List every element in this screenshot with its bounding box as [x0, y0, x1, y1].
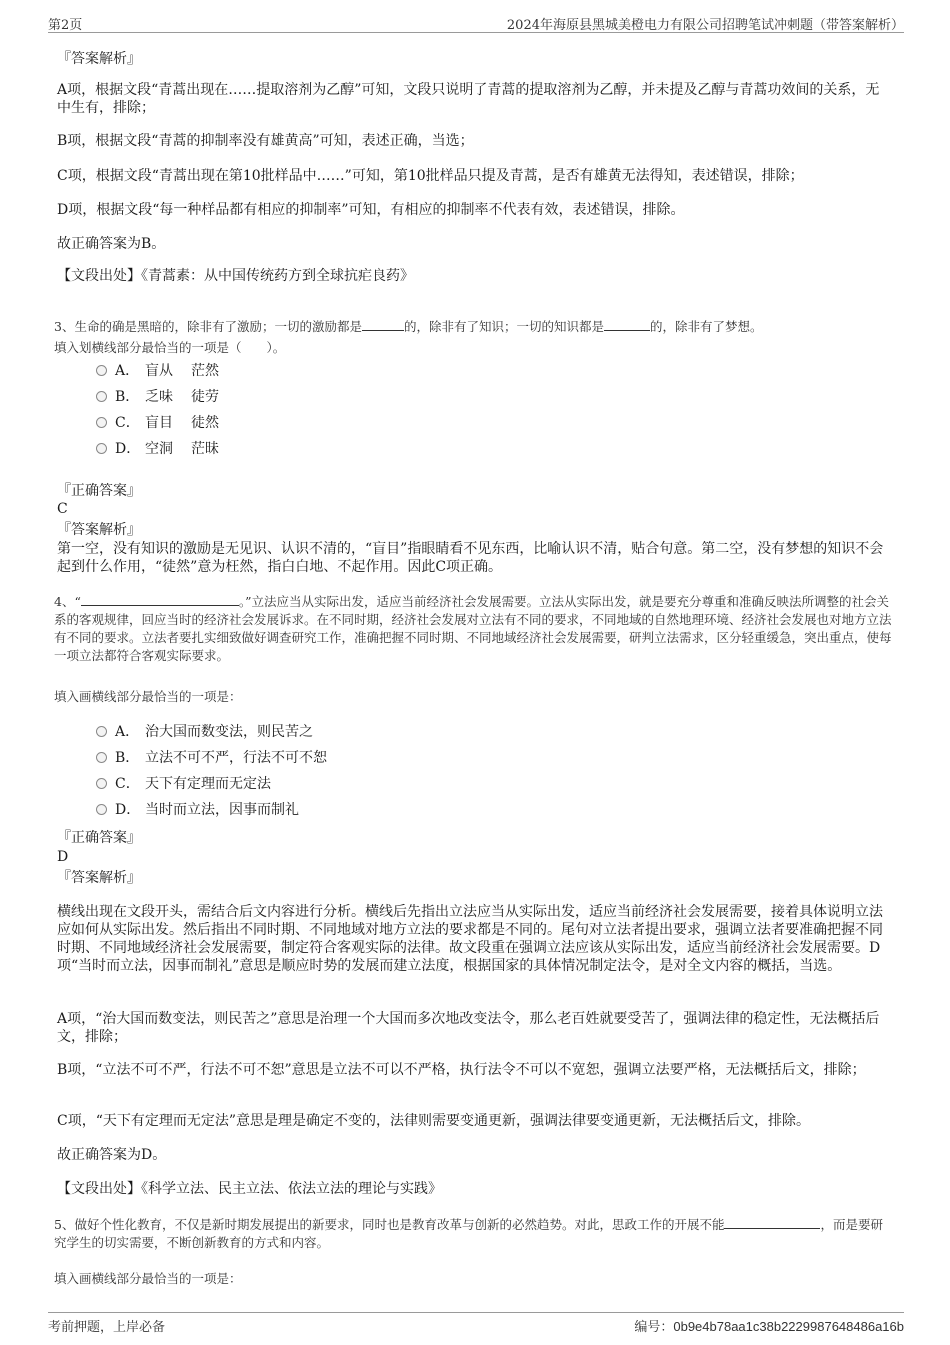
q3-stem: 3、生命的确是黑暗的，除非有了激励；一切的激励都是 的，除非有了知识；一切的知识都是 的，除非有了梦想。 — [54, 319, 763, 334]
q3-correct-title: 『正确答案』 — [57, 483, 141, 499]
page-number: 第2页 — [48, 18, 83, 33]
page-header — [48, 14, 904, 33]
document-title: 2024年海原县黑城美橙电力有限公司招聘笔试冲刺题（带答案解析） — [506, 18, 904, 33]
radio-icon[interactable] — [96, 752, 107, 763]
q4-analysis-a: A项，“治大国而数变法，则民苦之”意思是治理一个大国而多次地改变法令，那么老百姓就要受苦了，强调法律的稳定性，无法概括后文，排除； — [57, 1011, 880, 1045]
q3-analysis-title: 『答案解析』 — [57, 522, 141, 538]
radio-icon[interactable] — [96, 804, 107, 815]
radio-icon[interactable] — [96, 443, 107, 454]
q4-option-c[interactable]: C． 天下有定理而无定法 — [96, 774, 271, 794]
q3-option-c[interactable]: C． 盲目 徒然 — [96, 413, 219, 433]
q2-conclusion: 故正确答案为B。 — [57, 236, 166, 252]
radio-icon[interactable] — [96, 417, 107, 428]
q4-blank — [81, 593, 239, 606]
q3-option-d[interactable]: D． 空洞 茫昧 — [96, 439, 219, 459]
q4-answer: D — [57, 849, 69, 865]
q4-analysis: 横线出现在文段开头，需结合后文内容进行分析。横线后先指出立法应当从实际出发，适应当前经济社会发展需要，接着具体说明立法应如何从实际出发。然后指出不同时期、不同地域对地方立法的要求都是不同的。尾句对立法者提出要求，强调立法者要准确把握不同时期、不同地域经济社会发展需要，制定符合客观实际的法律。故文段重在强调立法应该从实际出发，适应当前经济社会发展需要。D项“当时而立法，因事而制礼”意思是顺应时势的发展而建立法度，根据国家的具体情况制定法令，是对全文内容的概括，当选。 — [57, 904, 883, 974]
q3-prompt: 填入划横线部分最恰当的一项是（ ）。 — [54, 340, 286, 355]
q4-stem: 4、“ 。”立法应当从实际出发，适应当前经济社会发展需要。立法从实际出发，就是要充分尊重和准确反映法所调整的社会关系的客观规律，回应当时的经济社会发展诉求。在不同时期，经济社会发展对立法有不同的要求，不同地域的自然地理环境、经济社会发展也对地方立法有不同的要求。立法者要扎实细致做好调查研究工作，准确把握不同时期、不同地域经济社会发展需要，研判立法需求，区分轻重缓急，突出重点，使每一项立法都符合客观实际要求。 — [54, 594, 892, 663]
radio-icon[interactable] — [96, 726, 107, 737]
q5-stem: 5、做好个性化教育，不仅是新时期发展提出的新要求，同时也是教育改革与创新的必然趋势。对此，思政工作的开展不能 ，而是要研究学生的切实需要，不断创新教育的方式和内容。 — [54, 1217, 883, 1250]
q4-correct-title: 『正确答案』 — [57, 830, 141, 846]
q3-blank-2 — [604, 318, 650, 331]
radio-icon[interactable] — [96, 391, 107, 402]
document-code: 编号：0b9e4b78aa1c38b2229987648486a16b — [634, 1319, 904, 1335]
q4-prompt: 填入画横线部分最恰当的一项是： — [54, 689, 242, 704]
q2-source: 【文段出处】《青蒿素：从中国传统药方到全球抗疟良药》 — [57, 268, 414, 284]
radio-icon[interactable] — [96, 365, 107, 376]
q3-blank-1 — [362, 318, 404, 331]
q4-source: 【文段出处】《科学立法、民主立法、依法立法的理论与实践》 — [57, 1181, 442, 1197]
q5-blank — [724, 1216, 820, 1229]
radio-icon[interactable] — [96, 778, 107, 789]
q2-analysis-d: D项，根据文段“每一种样品都有相应的抑制率”可知，有相应的抑制率不代表有效，表述错误，排除。 — [57, 202, 685, 218]
q2-analysis-a: A项，根据文段“青蒿出现在……提取溶剂为乙醇”可知，文段只说明了青蒿的提取溶剂为乙醇，并未提及乙醇与青蒿功效间的关系，无中生有，排除； — [57, 82, 880, 116]
q4-option-d[interactable]: D． 当时而立法，因事而制礼 — [96, 800, 299, 820]
q5-prompt: 填入画横线部分最恰当的一项是： — [54, 1271, 242, 1286]
q3-option-b[interactable]: B． 乏味 徒劳 — [96, 387, 219, 407]
q4-analysis-c: C项，“天下有定理而无定法”意思是理是确定不变的，法律则需要变通更新，强调法律要变通更新，无法概括后文，排除。 — [57, 1113, 811, 1129]
q4-conclusion: 故正确答案为D。 — [57, 1147, 167, 1163]
q2-analysis-c: C项，根据文段“青蒿出现在第10批样品中……”可知，第10批样品只提及青蒿，是否有雄黄无法得知，表述错误，排除； — [57, 168, 804, 184]
q3-answer: C — [57, 501, 68, 517]
q4-analysis-b: B项，“立法不可不严，行法不可不恕”意思是立法不可以不严格，执行法令不可以不宽恕，强调立法要严格，无法概括后文，排除； — [57, 1062, 866, 1078]
q2-analysis-title: 『答案解析』 — [57, 51, 141, 67]
q4-analysis-title: 『答案解析』 — [57, 870, 141, 886]
q4-option-a[interactable]: A． 治大国而数变法，则民苦之 — [96, 722, 313, 742]
page-footer — [48, 1312, 904, 1333]
q3-option-a[interactable]: A． 盲从 茫然 — [96, 361, 219, 381]
q4-option-b[interactable]: B． 立法不可不严，行法不可不恕 — [96, 748, 327, 768]
q2-analysis-b: B项，根据文段“青蒿的抑制率没有雄黄高”可知，表述正确，当选； — [57, 133, 474, 149]
footer-slogan: 考前押题，上岸必备 — [48, 1320, 166, 1335]
q3-analysis: 第一空，没有知识的激励是无见识、认识不清的，“盲目”指眼睛看不见东西，比喻认识不清，贴合句意。第二空，没有梦想的知识不会起到什么作用，“徒然”意为枉然，指白白地、不起作用。因此C项正确。 — [57, 541, 884, 575]
